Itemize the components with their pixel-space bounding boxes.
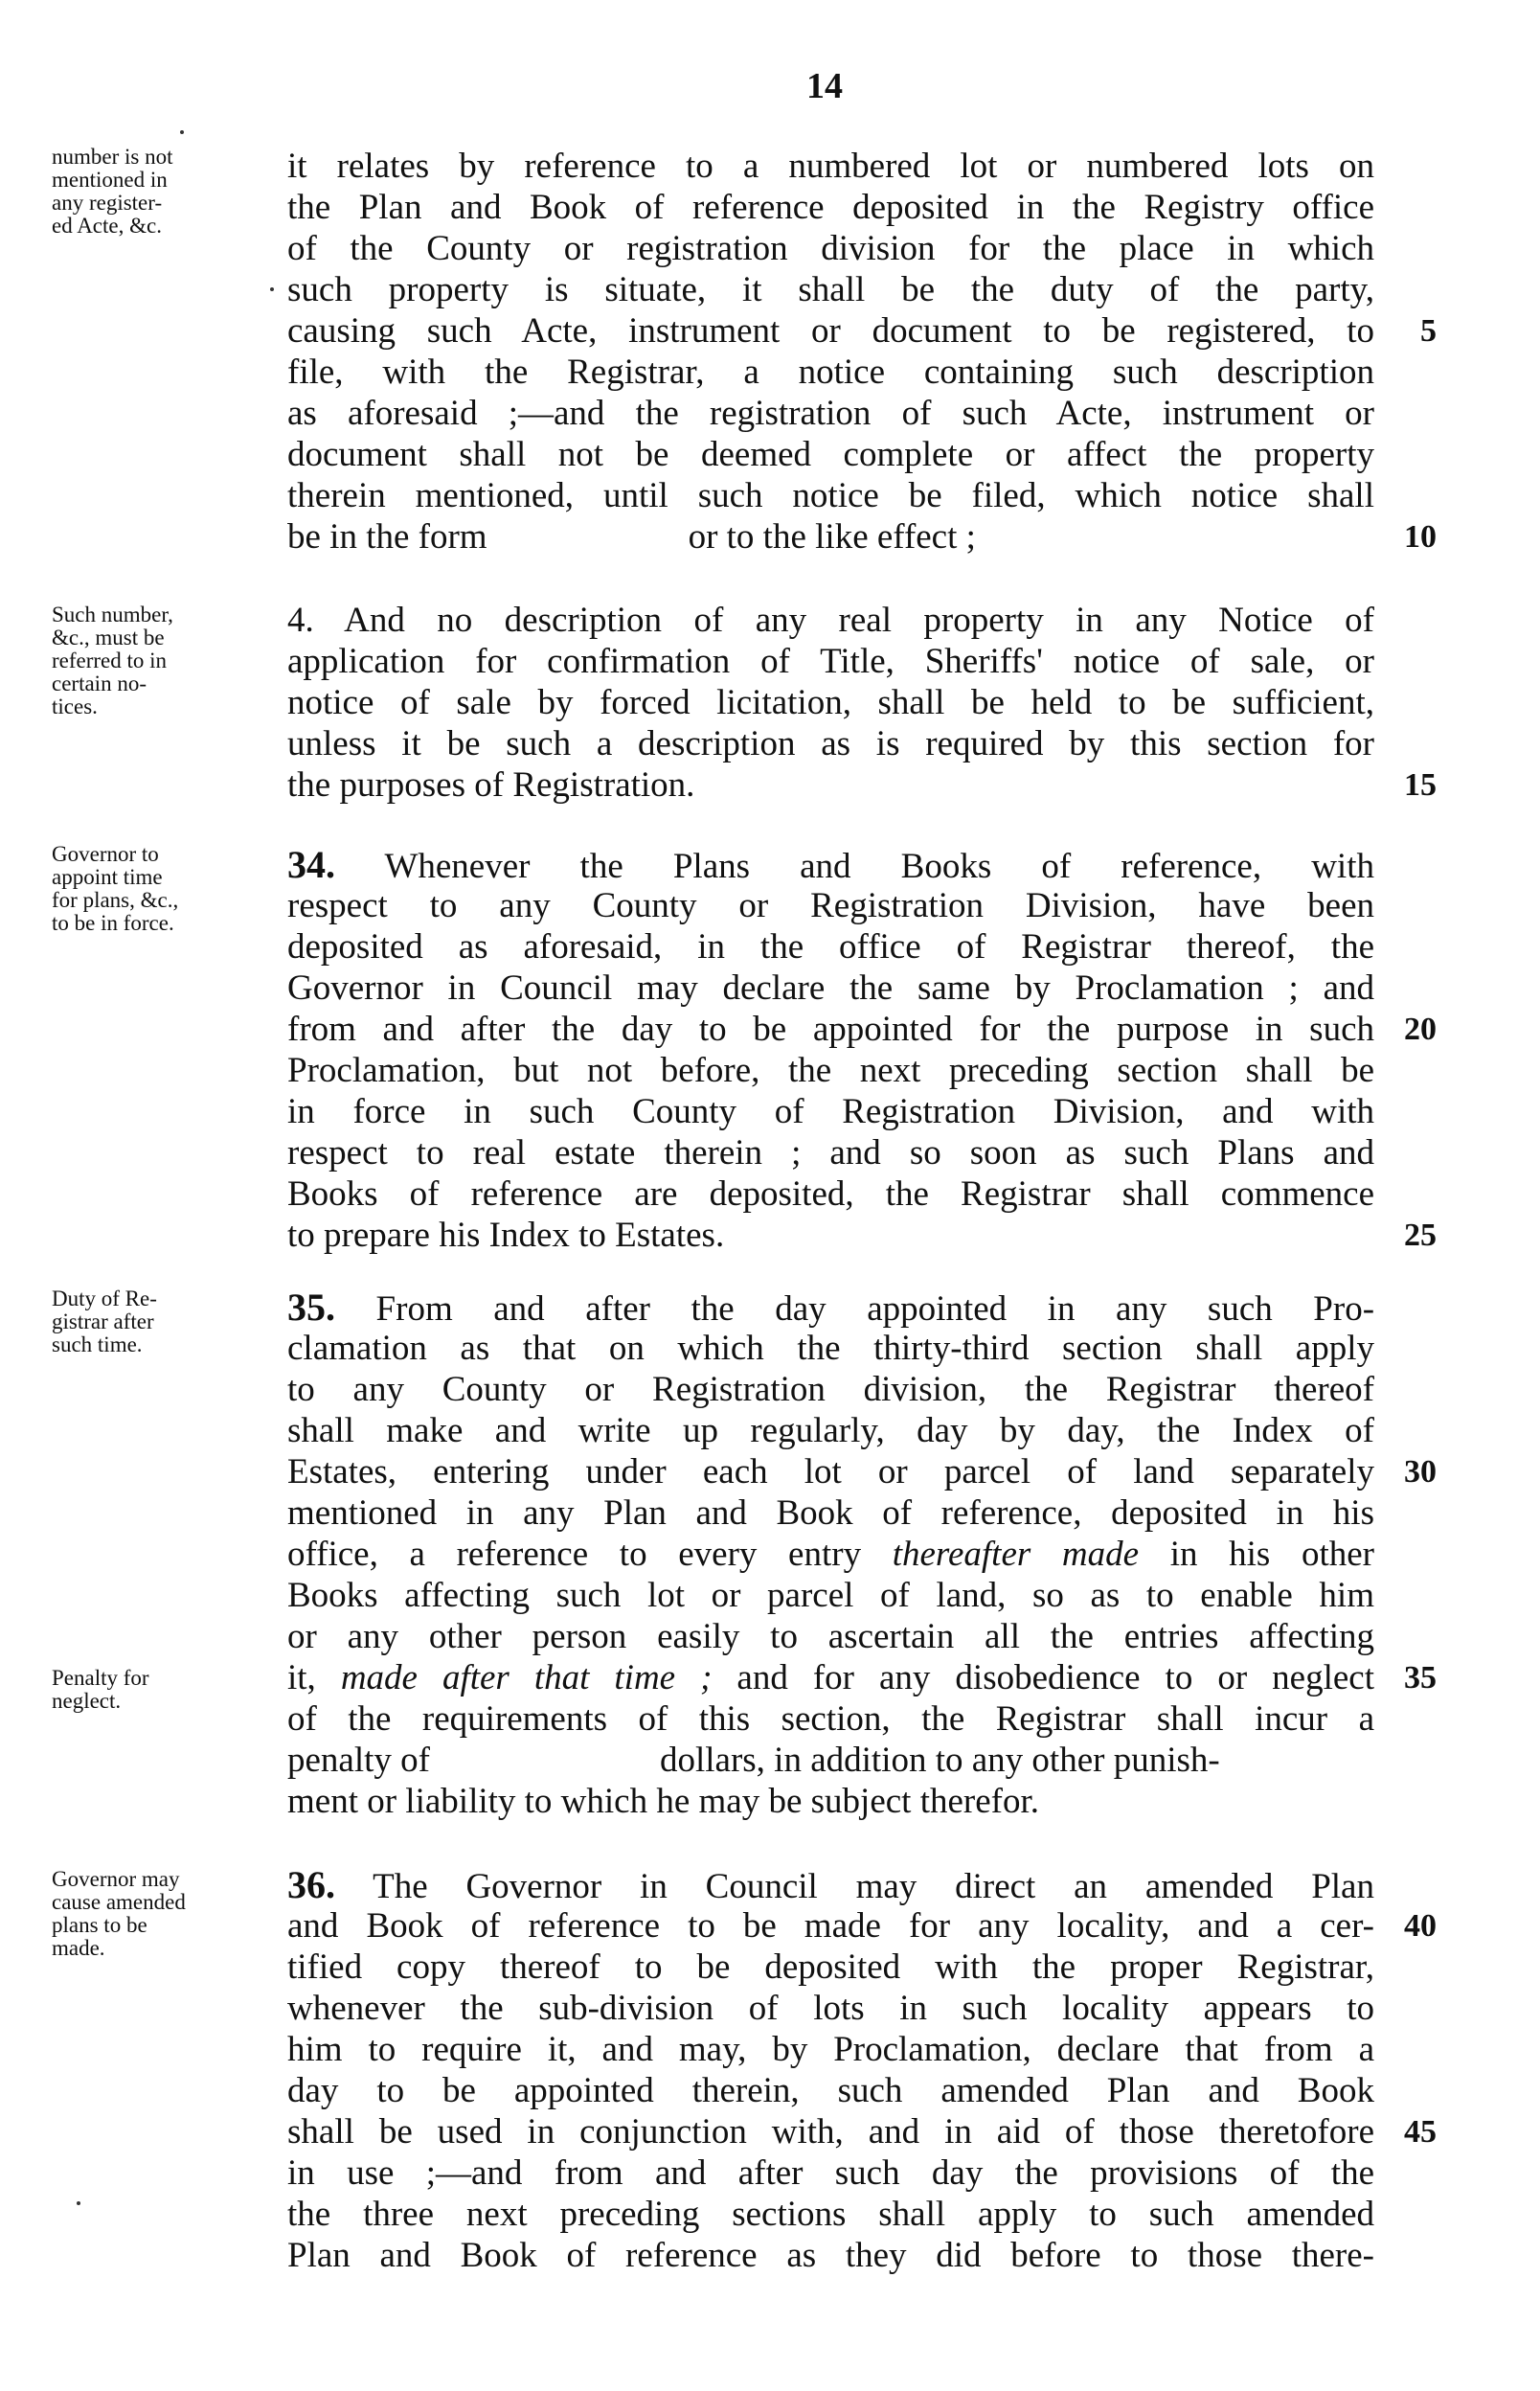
body-line: the three next preceding sections shall apply to such amended xyxy=(287,2195,1374,2234)
body-line xyxy=(287,518,1374,557)
line-number: 40 xyxy=(1404,1908,1437,1944)
form-reference-text: be in the form xyxy=(287,517,487,557)
body-line xyxy=(287,843,1374,886)
body-line: ment or liability to which he may be subject therefor. xyxy=(287,1782,1040,1821)
body-line xyxy=(287,1288,1374,1327)
section-number-35: 35. xyxy=(287,1286,335,1329)
line-number: 15 xyxy=(1404,767,1437,803)
body-line: in force in such County of Registration Division, and with xyxy=(287,1092,1374,1131)
body-line: document shall not be deemed complete or affect the property xyxy=(287,435,1374,474)
body-line: in use ;—and from and after such day the provisions of the xyxy=(287,2153,1374,2193)
line-number: 5 xyxy=(1420,313,1437,349)
margin-note-penalty: Penalty for neglect. xyxy=(52,1666,149,1713)
body-line xyxy=(287,1659,1374,1697)
body-line: Books affecting such lot or parcel of land, so as to enable him xyxy=(287,1576,1374,1615)
body-line: clamation as that on which the thirty-third section shall apply xyxy=(287,1329,1374,1368)
body-line xyxy=(287,1863,1374,1906)
line-number: 35 xyxy=(1404,1660,1437,1696)
speck-mark xyxy=(270,287,274,291)
body-line: the Plan and Book of reference deposited in the Registry office xyxy=(287,188,1374,227)
body-line: Proclamation, but not before, the next preceding section shall be xyxy=(287,1051,1374,1090)
body-line: deposited as aforesaid, in the office of Registrar thereof, the xyxy=(287,927,1374,967)
body-line: notice of sale by forced licitation, shall be held to be sufficient, xyxy=(287,683,1374,722)
speck-mark xyxy=(77,2201,80,2205)
body-line: causing such Acte, instrument or document to be registered, to xyxy=(287,311,1374,351)
body-line: Governor in Council may declare the same by Proclamation ; and xyxy=(287,968,1374,1008)
section-text: From and after the day appointed in any such Pro- xyxy=(375,1289,1375,1329)
body-line: shall make and write up regularly, day by day, the Index of xyxy=(287,1411,1374,1450)
body-line: of the County or registration division for the place in which xyxy=(287,229,1374,268)
body-line: respect to any County or Registration Division, have been xyxy=(287,886,1374,925)
body-line: therein mentioned, until such notice be filed, which notice shall xyxy=(287,476,1374,515)
section-text: dollars, in addition to any other punish- xyxy=(659,1741,1220,1780)
body-line: file, with the Registrar, a notice containing such description xyxy=(287,353,1374,392)
section-text: in his other xyxy=(1169,1535,1375,1574)
body-line: and Book of reference to be made for any locality, and a cer- xyxy=(287,1906,1374,1946)
body-line: or any other person easily to ascertain all the entries affecting xyxy=(287,1617,1374,1656)
body-line: day to be appointed therein, such amended Plan and Book xyxy=(287,2071,1374,2110)
margin-note-unmentioned-number: number is not mentioned in any register- ed Acte, &c. xyxy=(52,145,173,238)
body-line: Estates, entering under each lot or parcel of land separately xyxy=(287,1452,1374,1492)
body-line: to prepare his Index to Estates. xyxy=(287,1216,725,1255)
body-line: Books of reference are deposited, the Registrar shall commence xyxy=(287,1174,1374,1214)
section-text: The Governor in Council may direct an amended Plan xyxy=(373,1867,1374,1906)
section-text: office, a reference to every entry xyxy=(287,1535,862,1574)
italic-phrase: thereafter made xyxy=(892,1535,1140,1574)
section-number-36: 36. xyxy=(287,1863,335,1906)
body-line: 4. And no description of any real property in any Notice of xyxy=(287,601,1374,640)
line-number: 30 xyxy=(1404,1454,1437,1490)
line-number: 25 xyxy=(1404,1218,1437,1253)
body-line: shall be used in conjunction with, and in aid of those theretofore xyxy=(287,2112,1374,2152)
page-number: 14 xyxy=(806,66,843,106)
section-number-34: 34. xyxy=(287,843,335,886)
body-line: to any County or Registration division, the Registrar thereof xyxy=(287,1370,1374,1409)
body-line: the purposes of Registration. xyxy=(287,765,695,805)
margin-note-number-in-notices: Such number, &c., must be referred to in certain no- tices. xyxy=(52,603,173,718)
body-line xyxy=(287,1742,1374,1780)
penalty-text: penalty of xyxy=(287,1741,430,1780)
section-text: and for any disobedience to or neglect xyxy=(736,1658,1374,1697)
body-line: him to require it, and may, by Proclamation, declare that from a xyxy=(287,2030,1374,2069)
body-line: of the requirements of this section, the Registrar shall incur a xyxy=(287,1699,1374,1739)
body-line: such property is situate, it shall be the duty of the party, xyxy=(287,270,1374,309)
section-text: Whenever the Plans and Books of reference, with xyxy=(384,847,1374,886)
line-number: 45 xyxy=(1404,2114,1437,2150)
like-effect-text: or to the like effect ; xyxy=(688,517,976,557)
section-text: it, xyxy=(287,1658,316,1697)
body-line: application for confirmation of Title, Sheriffs' notice of sale, or xyxy=(287,642,1374,681)
body-line: mentioned in any Plan and Book of reference, deposited in his xyxy=(287,1493,1374,1533)
margin-note-governor-appoint-time: Governor to appoint time for plans, &c., to be in force. xyxy=(52,842,179,935)
line-number: 10 xyxy=(1404,519,1437,555)
body-line: tified copy thereof to be deposited with the proper Registrar, xyxy=(287,1947,1374,1987)
body-line: from and after the day to be appointed for the purpose in such xyxy=(287,1010,1374,1049)
body-line: it relates by reference to a numbered lot or numbered lots on xyxy=(287,147,1374,186)
italic-phrase: made after that time ; xyxy=(340,1658,713,1697)
speck-mark xyxy=(180,130,184,134)
margin-note-amended-plans: Governor may cause amended plans to be made. xyxy=(52,1867,186,1960)
body-line: Plan and Book of reference as they did before to those there- xyxy=(287,2236,1374,2275)
body-line: unless it be such a description as is required by this section for xyxy=(287,724,1374,763)
margin-note-registrar-duty: Duty of Re- gistrar after such time. xyxy=(52,1287,157,1356)
body-line xyxy=(287,1536,1374,1574)
line-number: 20 xyxy=(1404,1012,1437,1047)
body-line: as aforesaid ;—and the registration of such Acte, instrument or xyxy=(287,394,1374,433)
body-line: respect to real estate therein ; and so soon as such Plans and xyxy=(287,1133,1374,1173)
body-line: whenever the sub-division of lots in such locality appears to xyxy=(287,1989,1374,2028)
